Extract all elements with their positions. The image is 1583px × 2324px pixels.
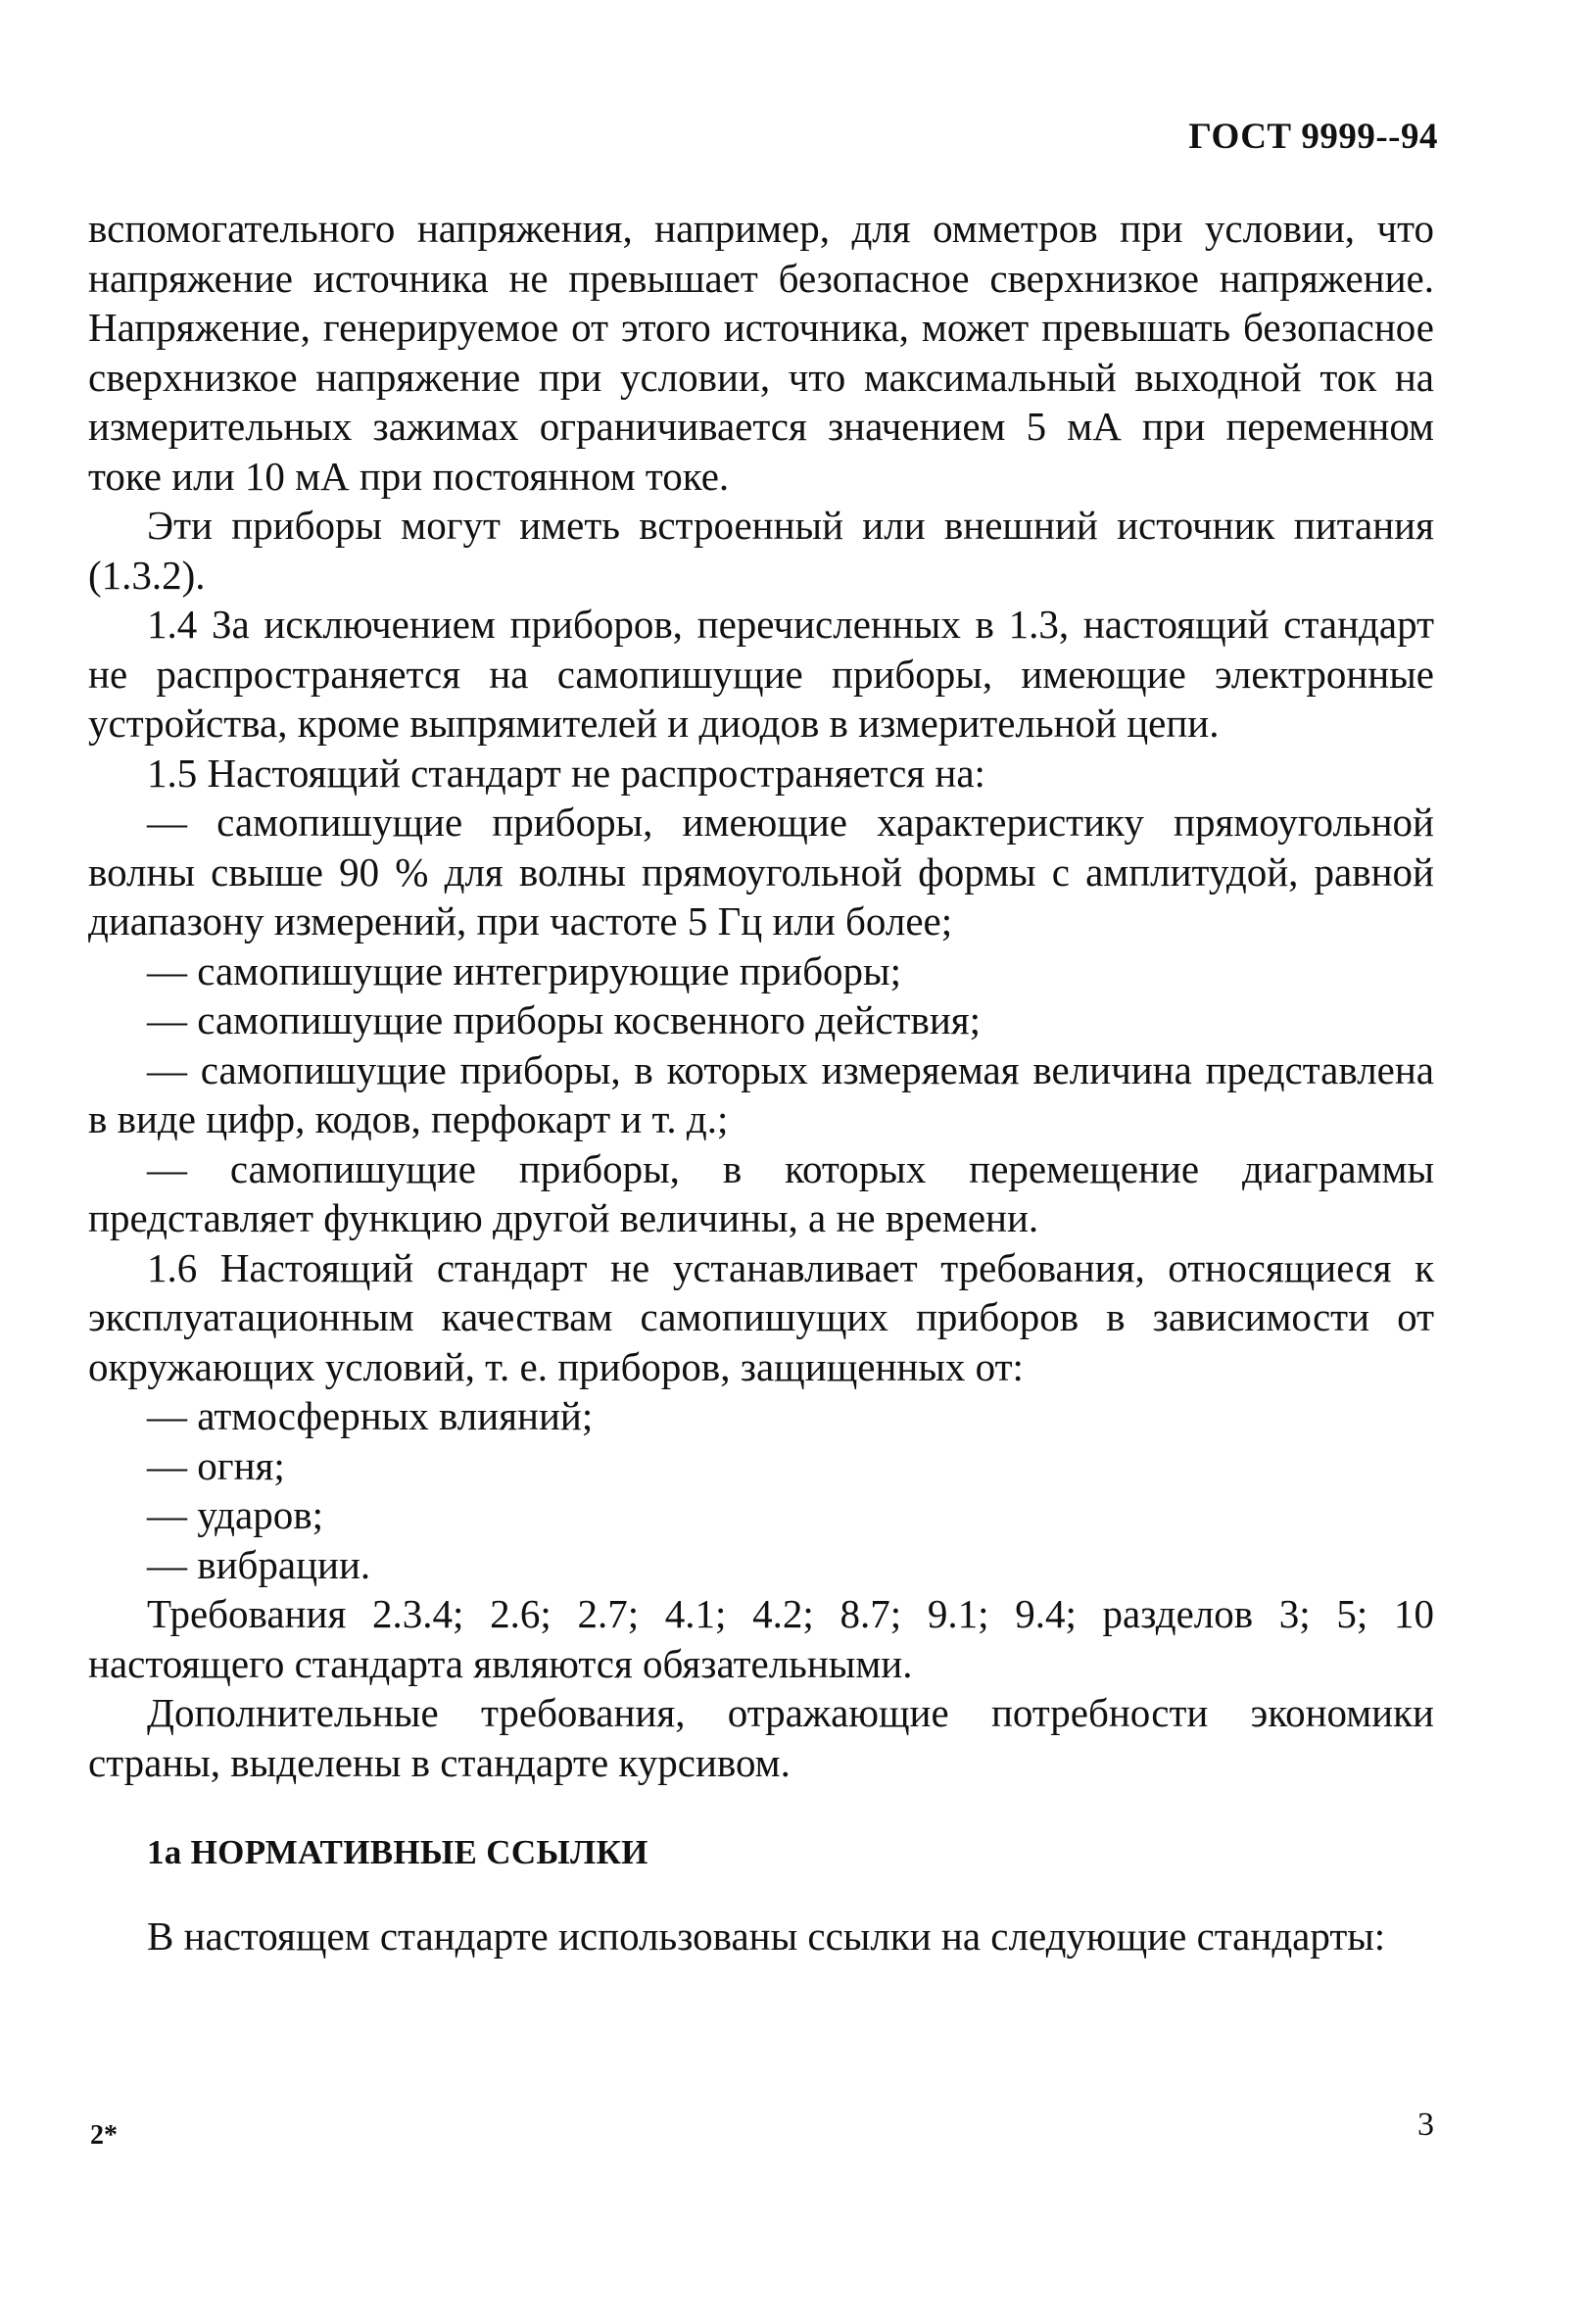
paragraph-mandatory-requirements: Требования 2.3.4; 2.6; 2.7; 4.1; 4.2; 8.7; 9.1; 9.4; разделов 3; 5; 10 настоящего стандарта являются обязательными. [88,1591,1434,1686]
paragraph-references-intro: В настоящем стандарте использованы ссылки на следующие стандарты: [147,1912,1386,1959]
paragraph-continued: вспомогательного напряжения, например, для омметров при условии, что напряжение источника не превышает безопасное сверхнизкое напряжение. Напряжение, генерируемое от этого источника, может превышать безопасное сверхнизкое напряжение при условии, что максимальный выходной ток на измерительных зажимах ограничивается значением 5 мА при переменном токе или 10 мА при постоянном токе. [88,206,1434,499]
paragraph-1-5: 1.5 Настоящий стандарт не распространяется на: [147,750,985,796]
list-item: — самопишущие приборы, в которых измеряемая величина представлена в виде цифр, кодов, перфокарт и т. д.; [88,1046,1434,1141]
list-item: — ударов; [147,1492,323,1537]
paragraph-additional-requirements: Дополнительные требования, отражающие потребности экономики страны, выделены в стандарте курсивом. [88,1690,1434,1785]
list-item: — самопишущие интегрирующие приборы; [147,947,901,993]
paragraph-power-source: Эти приборы могут иметь встроенный или внешний источник питания (1.3.2). [88,503,1434,598]
section-title-normative-references: 1а НОРМАТИВНЫЕ ССЫЛКИ [147,1833,648,1871]
list-item: — самопишущие приборы косвенного действия; [147,997,982,1042]
paragraph-1-6: 1.6 Настоящий стандарт не устанавливает требования, относящиеся к эксплуатационным качествам самопишущих приборов в зависимости от окружающих условий, т. е. приборов, защищенных от: [88,1244,1434,1389]
list-item: — самопишущие приборы, в которых перемещение диаграммы представляет функцию другой величины, а не времени. [88,1145,1434,1240]
document-header-standard-code: ГОСТ 9999--94 [1188,117,1438,157]
footer-signature-mark: 2* [90,2120,118,2151]
paragraph-1-4: 1.4 За исключением приборов, перечисленных в 1.3, настоящий стандарт не распространяется на самопишущие приборы, имеющие электронные устройства, кроме выпрямителей и диодов в измерительной цепи. [88,602,1434,746]
list-item: — самопишущие приборы, имеющие характеристику прямоугольной волны свыше 90 % для волны прямоугольной формы с амплитудой, равной диапазону измерений, при частоте 5 Гц или более; [88,799,1434,944]
list-item: — огня; [147,1442,285,1488]
list-item: — атмосферных влияний; [147,1393,594,1438]
page-number: 3 [1417,2106,1434,2143]
document-body [88,204,1434,1961]
list-item: — вибрации. [147,1541,371,1587]
